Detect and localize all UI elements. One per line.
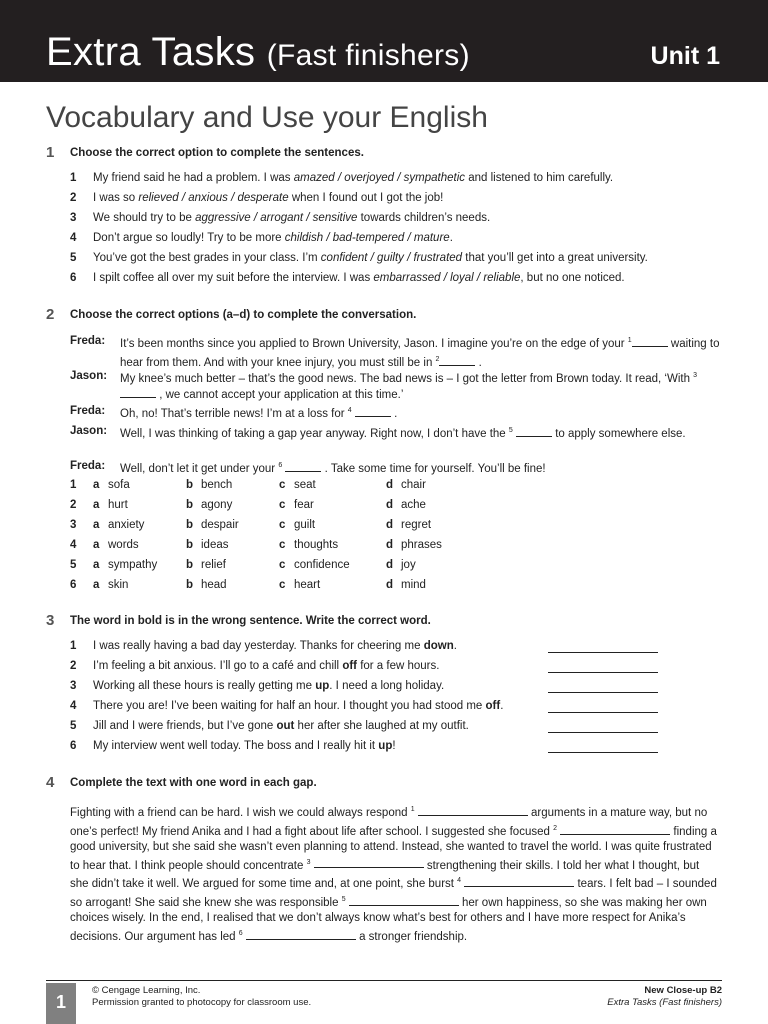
dialogue-text: It’s been months since you applied to Brown University, Jason. I imagine you’re on the edge of your $^1$ waiting to hear from them. And with your knee injury, you must still be in $^2$ . — [120, 337, 720, 369]
answer-gap[interactable] — [464, 876, 574, 887]
option-b[interactable]: head — [201, 579, 227, 591]
answer-gap[interactable] — [418, 805, 528, 816]
answer-line[interactable] — [548, 672, 658, 673]
bold-word: up — [378, 740, 393, 752]
option-choices: aggressive / arrogant / sensitive — [195, 212, 358, 224]
exercise-number: 1 — [46, 144, 55, 161]
option-c[interactable]: seat — [294, 479, 316, 491]
answer-line[interactable] — [548, 692, 658, 693]
option-b[interactable]: despair — [201, 519, 239, 531]
option-d[interactable]: regret — [401, 519, 432, 531]
exercise-instruction: Complete the text with one word in each gap. — [70, 777, 317, 789]
answer-gap[interactable] — [246, 929, 356, 940]
option-a[interactable]: hurt — [108, 499, 128, 511]
option-a[interactable]: skin — [108, 579, 129, 591]
sentence-item: 1 I was really having a bad day yesterday. Thanks for cheering me down. — [70, 640, 457, 652]
option-d[interactable]: ache — [401, 499, 426, 511]
sentence-item: 5 You’ve got the best grades in your class. I’m confident / guilty / frustrated that you’ll get into a great university. — [70, 252, 648, 264]
option-a[interactable]: words — [108, 539, 139, 551]
answer-gap[interactable] — [285, 461, 321, 472]
answer-line[interactable] — [548, 712, 658, 713]
option-a[interactable]: anxiety — [108, 519, 145, 531]
bold-word: out — [276, 720, 295, 732]
speaker: Jason: — [70, 425, 108, 437]
exercise-instruction: The word in bold is in the wrong sentence. Write the correct word. — [70, 615, 431, 627]
sentence-item: 3 Working all these hours is really getting me up. I need a long holiday. — [70, 680, 445, 692]
dialogue-text: My knee’s much better – that’s the good news. The bad news is – I got the letter from Brown today. It read, ‘With $^3$ , we cannot accept your application at this time.’ — [120, 372, 698, 401]
worksheet-title: Extra Tasks (Fast finishers) — [46, 30, 470, 74]
option-choices: confident / guilty / frustrated — [320, 252, 463, 264]
bold-word: off — [485, 700, 501, 712]
answer-line[interactable] — [548, 752, 658, 753]
option-choices: embarrassed / loyal / reliable — [373, 272, 521, 284]
option-choices: amazed / overjoyed / sympathetic — [293, 172, 466, 184]
option-d[interactable]: phrases — [401, 539, 442, 551]
speaker: Jason: — [70, 370, 108, 382]
bold-word: up — [315, 680, 330, 692]
dialogue-text: Well, don’t let it get under your $^6$ . Take some time for yourself. You’ll be fine! — [120, 462, 546, 475]
answer-gap[interactable] — [632, 336, 668, 347]
sentence-item: 3 We should try to be aggressive / arrogant / sensitive towards children’s needs. — [70, 212, 491, 224]
option-c[interactable]: guilt — [294, 519, 316, 531]
sentence-item: 4 There you are! I’ve been waiting for half an hour. I thought you had stood me off. — [70, 700, 504, 712]
option-c[interactable]: heart — [294, 579, 321, 591]
sentence-item: 4 Don’t argue so loudly! Try to be more childish / bad-tempered / mature. — [70, 232, 453, 244]
option-b[interactable]: ideas — [201, 539, 229, 551]
option-b[interactable]: bench — [201, 479, 233, 491]
option-d[interactable]: joy — [401, 559, 416, 571]
sentence-item: 6 My interview went well today. The boss and I really hit it up! — [70, 740, 396, 752]
speaker: Freda: — [70, 460, 106, 472]
answer-line[interactable] — [548, 732, 658, 733]
sentence-item: 5 Jill and I were friends, but I’ve gone out her after she laughed at my outfit. — [70, 720, 469, 732]
sentence-item: 1 My friend said he had a problem. I was amazed / overjoyed / sympathetic and listened to him carefully. — [70, 172, 614, 184]
exercise-number: 2 — [46, 306, 55, 323]
speaker: Freda: — [70, 335, 106, 347]
option-d[interactable]: mind — [401, 579, 426, 591]
answer-gap[interactable] — [439, 355, 475, 366]
sentence-item: 2 I’m feeling a bit anxious. I’ll go to a café and chill off for a few hours. — [70, 660, 440, 672]
option-a[interactable]: sympathy — [108, 559, 158, 571]
page-title: Vocabulary and Use your English — [46, 101, 488, 134]
dialogue-text: Oh, no! That’s terrible news! I’m at a loss for $^4$ . — [120, 407, 398, 420]
dialogue-text: Well, I was thinking of taking a gap year anyway. Right now, I don’t have the $^5$ to apply somewhere else. — [120, 427, 686, 440]
bold-word: off — [342, 660, 357, 672]
unit-label: Unit 1 — [650, 42, 720, 70]
sentence-item: 2 I was so relieved / anxious / desperate when I found out I got the job! — [70, 192, 444, 204]
option-c[interactable]: thoughts — [294, 539, 339, 551]
sentence-item: 6 I spilt coffee all over my suit before the interview. I was embarrassed / loyal / reliable, but no one noticed. — [70, 272, 625, 284]
answer-gap[interactable] — [516, 426, 552, 437]
option-choices: relieved / anxious / desperate — [138, 192, 289, 204]
option-a[interactable]: sofa — [108, 479, 130, 491]
answer-gap[interactable] — [355, 406, 391, 417]
bold-word: down — [423, 640, 454, 652]
answer-gap[interactable] — [314, 857, 424, 868]
footer-copyright: © Cengage Learning, Inc. Permission granted to photocopy for classroom use. — [92, 985, 312, 1008]
answer-gap[interactable] — [120, 387, 156, 398]
exercise-instruction: Choose the correct options (a–d) to complete the conversation. — [70, 309, 417, 321]
exercise-instruction: Choose the correct option to complete the sentences. — [70, 147, 364, 159]
option-b[interactable]: agony — [201, 499, 233, 511]
exercise-number: 4 — [46, 774, 55, 791]
footer-divider — [46, 980, 722, 981]
gap-fill-text: Fighting with a friend can be hard. I wish we could always respond $^1$ arguments in a mature way, but no one’s perfect! My friend Anika and I had a fight about life after school. I suggested she focused $^2$ finding a good university, but she said she wasn’t even planning to attend. Instead, she wanted to travel the world. I was quite frustrated to hear that. I think people should concentrate $^3$ strengthening their skills. I told her what I thought, but she didn’t take it well. We argued for some time and, at one point, she burst $^4$ tears. I felt bad – I sounded so arrogant! She said she knew she was responsible $^5$ her own happiness, so she was making her own choices wisely. In the end, I realised that we don’t always know what’s best for others and I have more respect for Anika’s decisions. Our argument has led $^6$ a stronger friendship. — [70, 806, 717, 943]
option-d[interactable]: chair — [401, 479, 426, 491]
page-number: 1 — [46, 983, 76, 1024]
exercise-number: 3 — [46, 612, 55, 629]
option-b[interactable]: relief — [201, 559, 226, 571]
answer-line[interactable] — [548, 652, 658, 653]
answer-gap[interactable] — [560, 824, 670, 835]
footer-book-info: New Close-up B2 Extra Tasks (Fast finishers) — [607, 985, 722, 1008]
option-choices: childish / bad-tempered / mature — [284, 232, 450, 244]
option-c[interactable]: fear — [294, 499, 314, 511]
answer-gap[interactable] — [349, 895, 459, 906]
worksheet-subtitle: (Fast finishers) — [266, 39, 470, 72]
speaker: Freda: — [70, 405, 106, 417]
header-banner — [0, 0, 768, 82]
option-c[interactable]: confidence — [294, 559, 350, 571]
